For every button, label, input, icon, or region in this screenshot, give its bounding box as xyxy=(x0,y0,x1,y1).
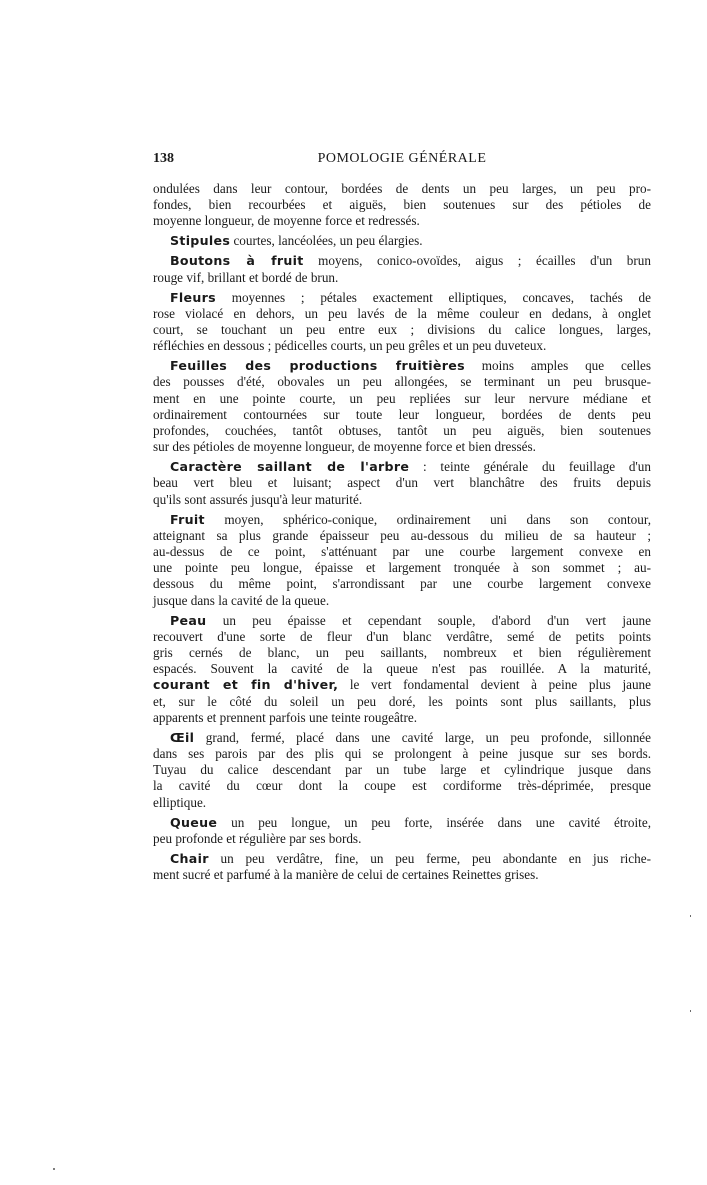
paragraph xyxy=(153,253,651,285)
paragraph xyxy=(153,512,651,609)
text-line xyxy=(153,645,651,661)
text-line xyxy=(153,290,651,306)
line-text: au-dessus de ce point, s'atténuant par une courbe largement convexe en xyxy=(153,544,651,560)
paragraph xyxy=(153,730,651,811)
line-text: Tuyau du calice descendant par un tube large et cylindrique jusque dans xyxy=(153,762,651,778)
text-line xyxy=(153,270,651,286)
line-text: peu profonde et régulière par ses bords. xyxy=(153,830,362,846)
line-text: réfléchies en dessous ; pédicelles courts, un peu grêles et un peu duveteux. xyxy=(153,338,547,354)
bold-term: Chair xyxy=(170,850,209,866)
line-text: dessous du même point, s'arrondissant par une courbe largement convexe xyxy=(153,576,651,592)
text-line xyxy=(153,560,651,576)
line-text: profondes, couchées, tantôt obtuses, tantôt un peu aiguës, bien soutenues xyxy=(153,423,651,439)
bold-term: Fleurs xyxy=(170,289,216,305)
line-text: ondulées dans leur contour, bordées de dents un peu larges, un peu pro- xyxy=(153,181,651,196)
line-text: la cavité du cœur dont la coupe est cordiforme très-déprimée, presque xyxy=(153,778,651,794)
text-line xyxy=(153,661,651,677)
page-body-text xyxy=(153,181,651,887)
line-text: rose violacé en dehors, un peu lavés de la même couleur en dedans, à onglet xyxy=(153,305,651,321)
line-text: ordinairement contournées sur toute leur longueur, bordées de dents peu xyxy=(153,406,651,422)
paragraph xyxy=(153,181,651,230)
line-text: espacés. Souvent la cavité de la queue n'est pas rouillée. A la maturité, xyxy=(153,661,651,677)
text-line xyxy=(153,253,651,269)
text-line xyxy=(153,492,651,508)
paragraph xyxy=(153,290,651,355)
text-line xyxy=(153,306,651,322)
text-line xyxy=(153,475,651,491)
text-line xyxy=(153,423,651,439)
paragraph xyxy=(153,815,651,847)
running-title: POMOLOGIE GÉNÉRALE xyxy=(317,151,487,166)
text-line xyxy=(153,439,651,455)
text-line xyxy=(153,407,651,423)
line-text: recouvert d'une sorte de fleur d'un blanc verdâtre, semé de petits points xyxy=(153,628,651,644)
line-text: une pointe peu longue, épaisse et largement tronquée à son sommet ; au- xyxy=(153,560,651,576)
bold-term: courant et fin d'hiver, xyxy=(153,677,339,693)
page-number: 138 xyxy=(153,151,174,166)
bold-term: Œil xyxy=(170,729,195,745)
scan-speck xyxy=(53,1168,55,1170)
text-line xyxy=(153,459,651,475)
text-line xyxy=(153,576,651,592)
text-line xyxy=(153,338,651,354)
line-text: rouge vif, brillant et bordé de brun. xyxy=(153,269,339,285)
text-line xyxy=(153,795,651,811)
line-text: atteignant sa plus grande épaisseur peu au-dessous du milieu de sa hauteur ; xyxy=(153,527,651,543)
text-line xyxy=(153,528,651,544)
line-text: apparents et prennent parfois une teinte rougeâtre. xyxy=(153,709,418,725)
text-line xyxy=(153,867,651,883)
text-line xyxy=(153,593,651,609)
line-text: court, se touchant un peu entre eux ; divisions du calice longues, larges, xyxy=(153,322,651,338)
text-line xyxy=(153,694,651,710)
bold-term: Stipules xyxy=(170,233,231,249)
bold-term: Peau xyxy=(170,612,207,628)
bold-term: Caractère saillant de l'arbre xyxy=(170,459,410,475)
line-text: des pousses d'été, obovales un peu allongées, se terminant un peu brusque- xyxy=(153,374,651,390)
text-line xyxy=(153,512,651,528)
line-text: fondes, bien recourbées et aiguës, bien soutenues sur des pétioles de xyxy=(153,197,651,213)
line-text: qu'ils sont assurés jusqu'à leur maturité. xyxy=(153,491,363,507)
text-line xyxy=(153,710,651,726)
paragraph xyxy=(153,613,651,726)
scan-speck xyxy=(690,915,691,917)
text-line xyxy=(153,778,651,794)
line-text: grand, fermé, placé dans une cavité large, un peu profonde, sillonnée xyxy=(194,729,651,745)
text-line xyxy=(153,677,651,693)
text-line xyxy=(153,391,651,407)
paragraph xyxy=(153,233,651,249)
line-text: elliptique. xyxy=(153,794,207,810)
line-text: moyenne longueur, de moyenne force et redressés. xyxy=(153,213,420,229)
bold-term: Boutons à fruit xyxy=(170,253,304,269)
text-line xyxy=(153,629,651,645)
line-text: ment sucré et parfumé à la manière de celui de certaines Reinettes grises. xyxy=(153,867,539,883)
text-line xyxy=(153,322,651,338)
paragraph xyxy=(153,459,651,508)
line-text: ment en une pointe courte, un peu repliées sur leur nervure médiane et xyxy=(153,390,651,406)
line-text: moyennes ; pétales exactement elliptiques, concaves, tachés de xyxy=(215,289,651,305)
line-text: gris cernés de blanc, un peu saillants, nombreux et bien régulièrement xyxy=(153,645,651,661)
line-text: un peu verdâtre, fine, un peu ferme, peu abondante en jus riche- xyxy=(208,850,651,866)
text-line xyxy=(153,544,651,560)
line-text: dans ses parois par des plis qui se prolongent à peine jusque sur ses bords. xyxy=(153,746,651,762)
line-text: beau vert bleu et luisant; aspect d'un vert blanchâtre des fruits depuis xyxy=(153,475,651,491)
line-text: le vert fondamental devient à peine plus jaune xyxy=(338,677,651,693)
text-line xyxy=(153,358,651,374)
text-line xyxy=(153,831,651,847)
text-line xyxy=(153,730,651,746)
running-header xyxy=(153,151,651,169)
line-text: courtes, lancéolées, un peu élargies. xyxy=(230,233,423,249)
text-line xyxy=(153,374,651,390)
line-text: un peu longue, un peu forte, insérée dans une cavité étroite, xyxy=(217,814,651,830)
text-line xyxy=(153,762,651,778)
text-line xyxy=(153,197,651,213)
text-line xyxy=(153,815,651,831)
bold-term: Fruit xyxy=(170,511,205,527)
text-line xyxy=(153,851,651,867)
paragraph xyxy=(153,851,651,883)
text-line xyxy=(153,181,651,197)
line-text: moyens, conico-ovoïdes, aigus ; écailles d'un brun xyxy=(303,253,651,269)
line-text: : teinte générale du feuillage d'un xyxy=(409,459,651,475)
scan-speck xyxy=(690,1010,691,1012)
line-text: et, sur le côté du soleil un peu doré, les points sont plus saillants, plus xyxy=(153,693,651,709)
paragraph xyxy=(153,358,651,455)
line-text: un peu épaisse et cependant souple, d'abord d'un vert jaune xyxy=(206,612,651,628)
line-text: moyen, sphérico-conique, ordinairement uni dans son contour, xyxy=(204,511,651,527)
line-text: moins amples que celles xyxy=(464,358,651,374)
bold-term: Feuilles des productions fruitières xyxy=(170,358,465,374)
text-line xyxy=(153,746,651,762)
bold-term: Queue xyxy=(170,814,218,830)
text-line xyxy=(153,213,651,229)
line-text: sur des pétioles de moyenne longueur, de moyenne force et bien dressés. xyxy=(153,439,536,455)
text-line xyxy=(153,233,651,249)
line-text: jusque dans la cavité de la queue. xyxy=(153,592,330,608)
text-line xyxy=(153,613,651,629)
